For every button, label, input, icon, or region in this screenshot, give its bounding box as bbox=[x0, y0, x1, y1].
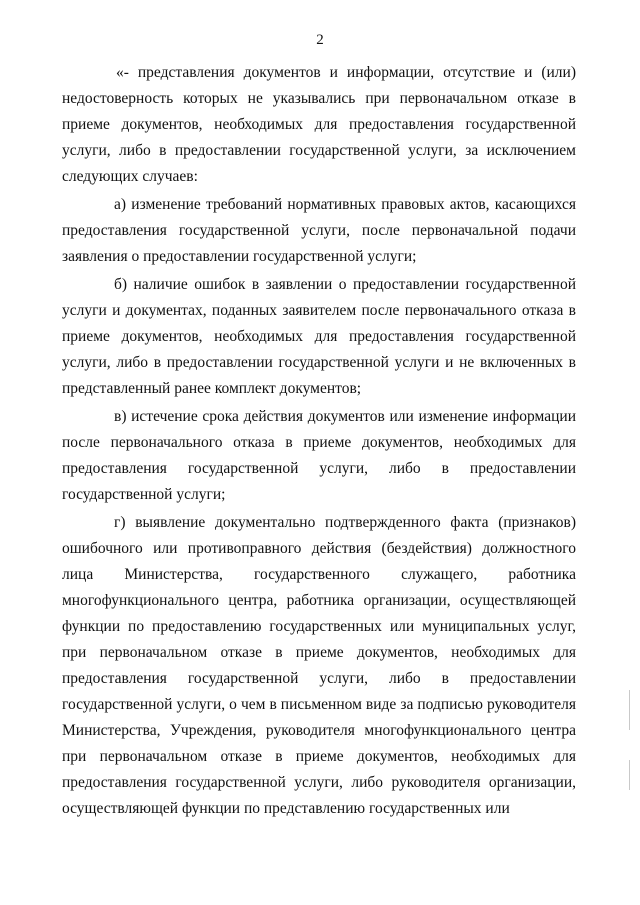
paragraph-item-b: б) наличие ошибок в заявлении о предоставлении государственной услуги и документах, поданных заявителем после первоначального отказа в приеме документов, необходимых для предоставления государственной услуги, либо в предоставлении государственной услуги и не включенных в представленный ранее комплект документов; bbox=[62, 276, 576, 397]
scan-artifact bbox=[629, 760, 630, 790]
paragraph-intro: «- представления документов и информации, отсутствие и (или) недостоверность которых не указывались при первоначальном отказе в приеме документов, необходимых для предоставления государственной услуги, либо в предоставлении государственной услуги, за исключением следующих случаев: bbox=[62, 64, 576, 185]
document-body bbox=[62, 60, 576, 824]
paragraph-item-a: а) изменение требований нормативных правовых актов, касающихся предоставления государственной услуги, после первоначальной подачи заявления о предоставлении государственной услуги; bbox=[62, 196, 576, 265]
paragraph-item-g: г) выявление документально подтвержденного факта (признаков) ошибочного или противоправного действия (бездействия) должностного лица Министерства, государственного служащего, работника многофункционального центра, работника организации, осуществляющей функции по предоставлению государственных или муниципальных услуг, при первоначальном отказе в приеме документов, необходимых для предоставления государственной услуги, либо в предоставлении государственной услуги, о чем в письменном виде за подписью руководителя Министерства, Учреждения, руководителя многофункционального центра при первоначальном отказе в приеме документов, необходимых для предоставления государственной услуги, либо руководителя организации, осуществляющей функции по представлению государственных или bbox=[62, 514, 576, 817]
scan-artifact bbox=[629, 690, 630, 730]
page-number: 2 bbox=[316, 32, 324, 48]
paragraph-item-v: в) истечение срока действия документов или изменение информации после первоначального отказа в приеме документов, необходимых для предоставления государственной услуги, либо в предоставлении государственной услуги; bbox=[62, 408, 576, 503]
